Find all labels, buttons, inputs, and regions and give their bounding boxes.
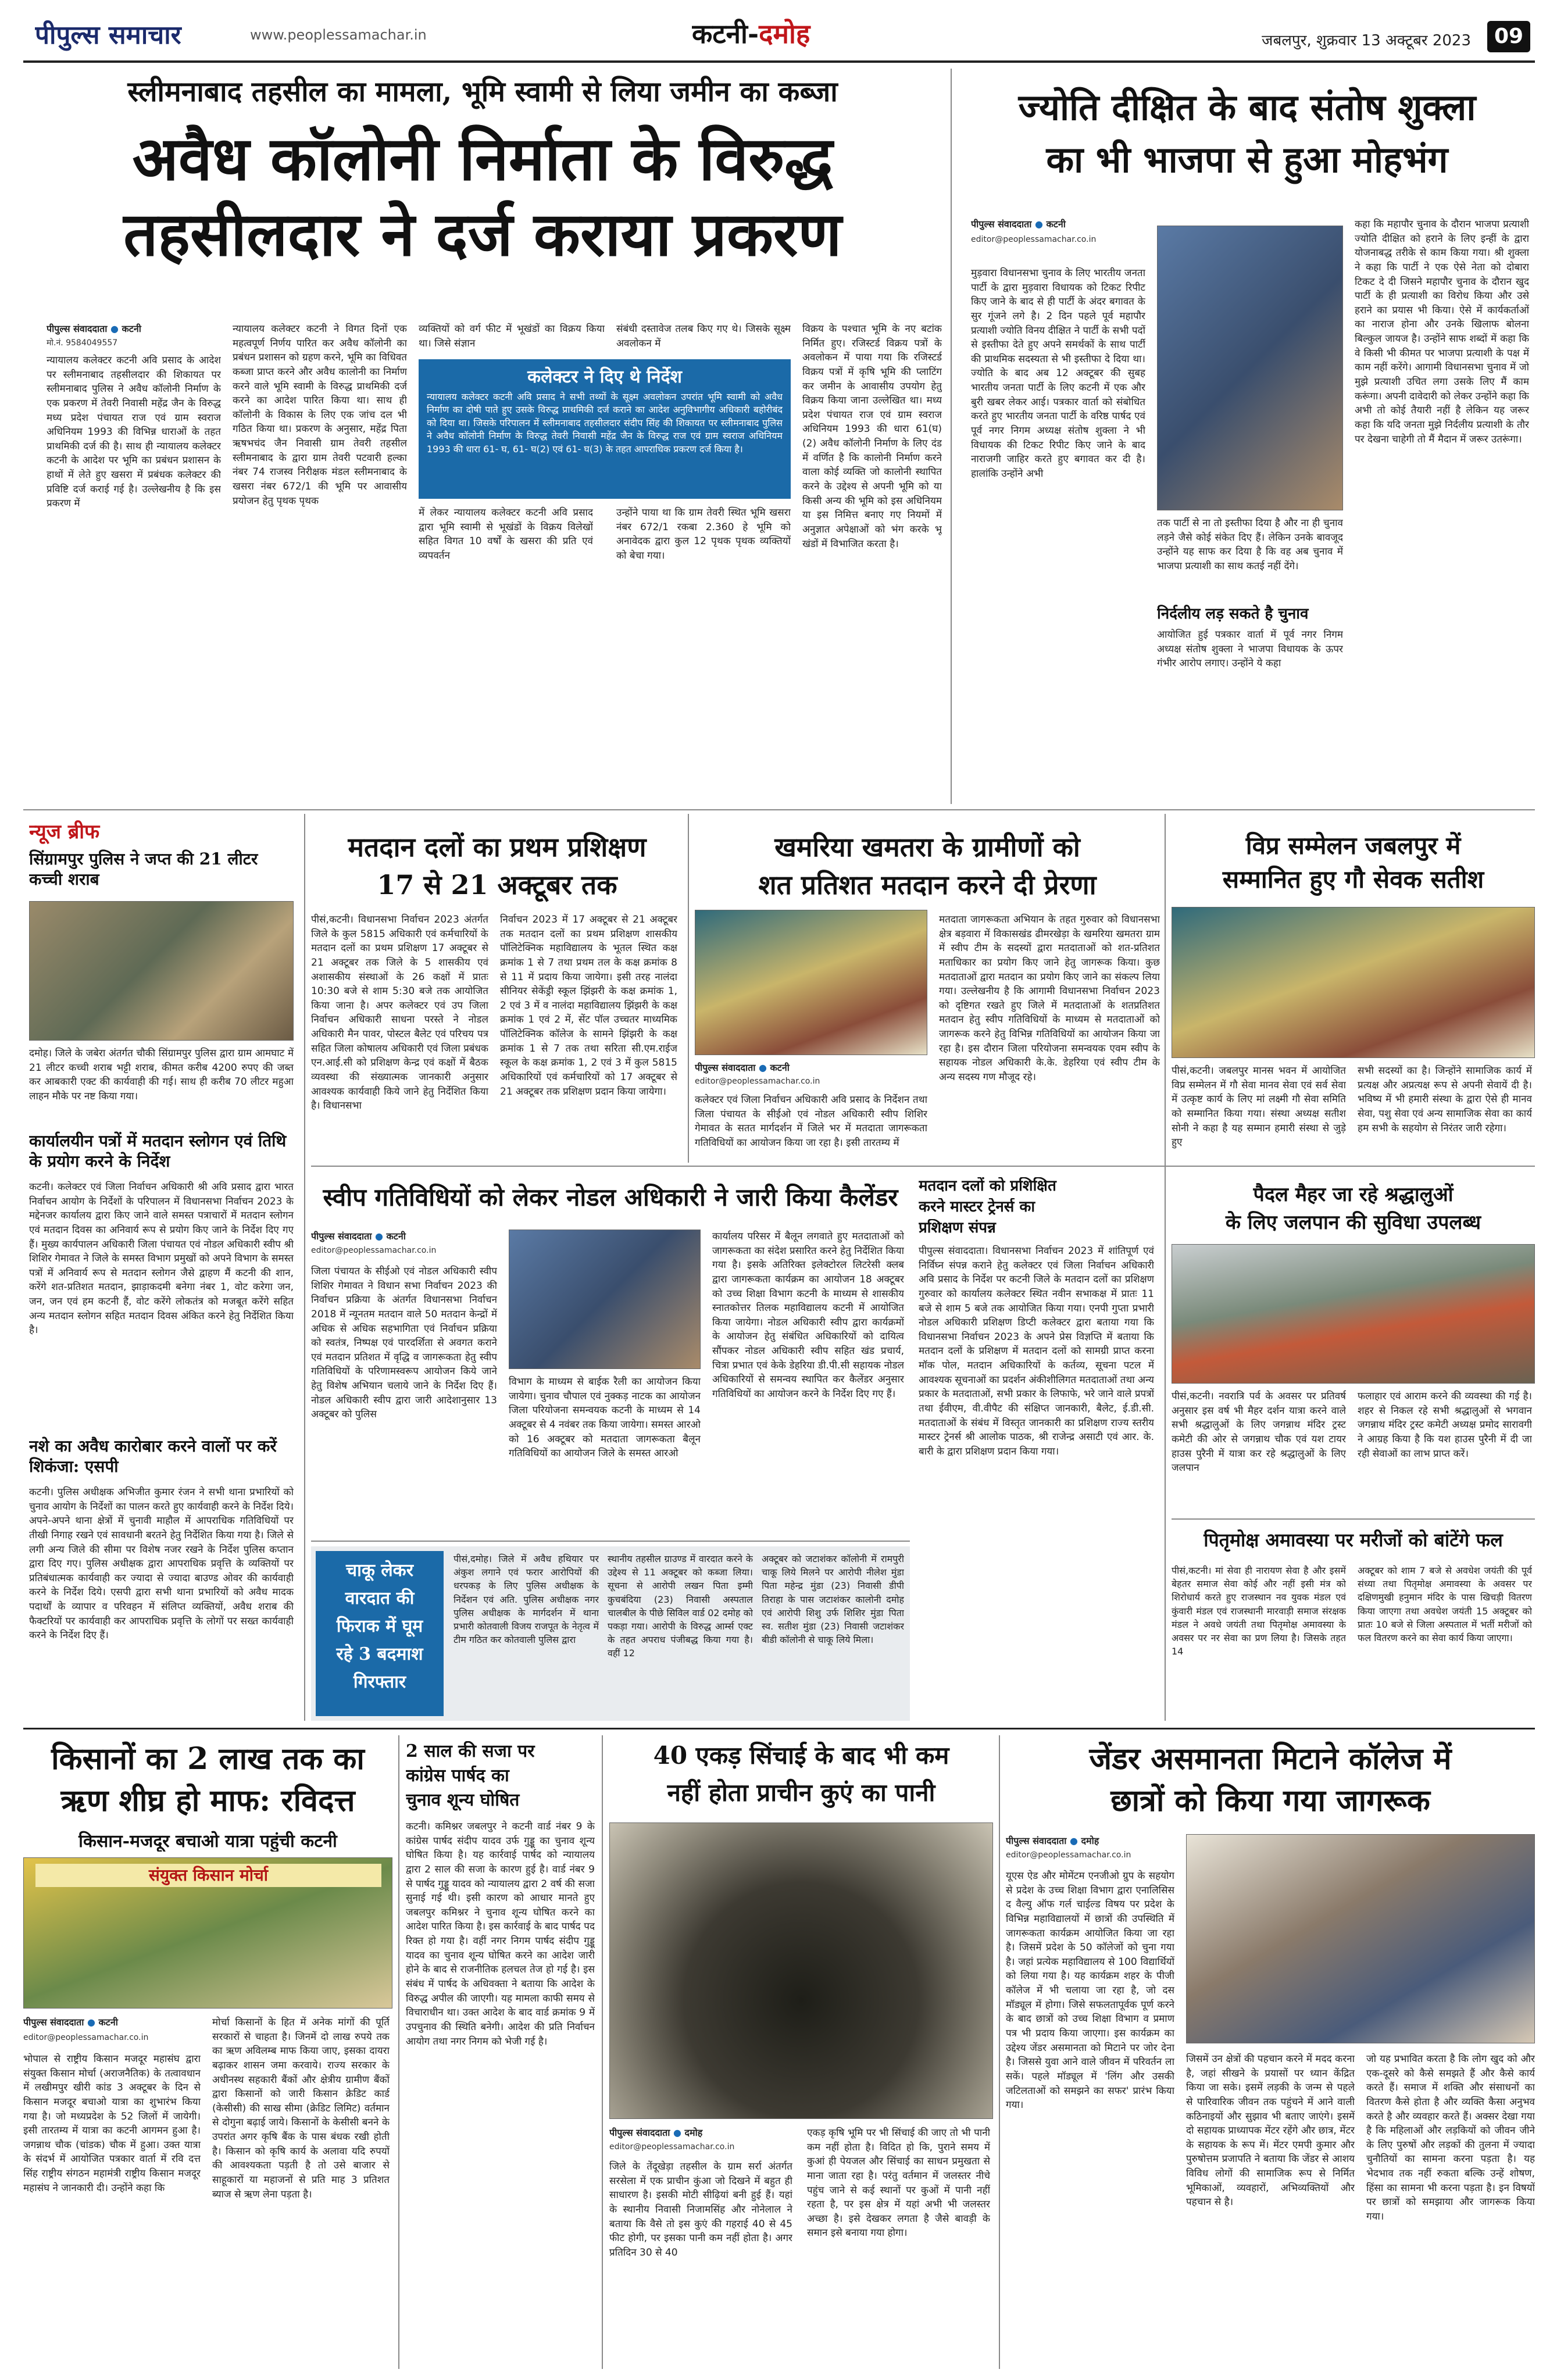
master-text: पीपुल्स संवाददाता। विधानसभा निर्वाचन 2023 में शांतिपूर्ण एवं निर्विघ्न संपन्न कराने हेतु कलेक्टर एवं जिला निर्वाचन अधिकारी अवि प्रसाद के निर्देश पर कटनी जिले के मतदान दलों का प्रशिक्षण गुरुवार को कार्यालय कलेक्टर स्थित नवीन सभाकक्ष में प्रातः 11 बजे से शाम 5 बजे तक आयोजित किया गया। एनपी गुप्ता प्रभारी नोडल अधिकारी प्रशिक्षण डिप्टी कलेक्टर द्वारा बताया गया कि विधानसभा निर्वाचन 2023 के अपने प्रेस विज्ञप्ति में बताया कि मतदान दलों के प्रशिक्षण में मतदान दलों को सामग्री प्राप्त करना मॉक पोल, मतदान अधिकारियों के कर्तव्य, सूचना पटल में आवश्यक सूचनाओं का प्रदर्शन अंकीशीलिगत मतदाताओं तथा अन्य प्रकार के मतदाताओं, सभी प्रकार के लिफाफे, भरे जाने वाले प्रपत्रों तथा ईवीएम, वी.वीपैट की संक्षिप्त जानकारी, बैलेट, ई.डी.सी. मतदाताओं के संबंध में विस्तृत जानकारी का प्रशिक्षण राज्य स्तरीय मास्टर ट्रेनर्स श्री आलोक पाठक, श्री राजेन्द्र असाटी एवं आर. के. बारी के द्वारा प्रशिक्षण प्रदान किया गया। — [919, 1245, 1154, 1457]
news-brief — [23, 814, 299, 1721]
chaku-story — [311, 1546, 910, 1721]
row-divider-3 — [23, 1728, 1535, 1729]
website-url[interactable]: www.peoplessamachar.in — [250, 27, 427, 43]
lead-col-4: संबंधी दस्तावेज तलब किए गए थे। जिसके सूक्ष्म अवलोकन में — [616, 323, 791, 349]
row-divider-1 — [23, 809, 1535, 810]
khamaria-byline-place: कटनी — [770, 1062, 790, 1073]
sweep-col-2: विभाग के माध्यम से बाईक रैली का आयोजन किया जायेगा। चुनाव चौपाल एवं नुक्कड़ नाटक का आयोजन जिला परियोजना समन्वयक कटनी के माध्यम से 14 अक्टूबर से 4 नवंबर तक किया जायेगा। समस्त आरओ को 16 अक्टूबर को मतदाता जागरूकता बैलून गतिविधियों का आयोजन जिले के समस्त आरओ — [509, 1376, 701, 1460]
khamaria-divider — [1165, 814, 1166, 1721]
lead-col-3: व्यक्तियों को वर्ग फीट में भूखंडों का विक्रय किया था। जिसे संज्ञान — [419, 323, 605, 349]
gender-headline-2: छात्रों को किया गया जागरूक — [1110, 1783, 1430, 1818]
issue-date: जबलपुर, शुक्रवार 13 अक्टूबर 2023 — [1262, 32, 1471, 49]
collector-box-text: न्यायालय कलेक्टर कटनी अवि प्रसाद ने सभी तथ्यों के सूक्ष्म अवलोकन उपरांत भूमि स्वामी को अवैध निर्माण का दोषी पाते हुए उसके विरुद्ध प्राथमिकी दर्ज कराने का आदेश अनुविभागीय अधिकारी बहोरीबंद को दिया था। जिसके परिपालन में स्लीमनाबाद तहसीलदार संदीप सिंह की शिकायत पर स्लीमनाबाद पुलिस ने अवैध कॉलोनी निर्माण के विरुद्ध तेवरी निवासी महेंद्र जैन के विरुद्ध राज एवं ग्राम स्वराज अधिनियम 1993 की धारा 61- घ, 61- घ(2) एवं 61- घ(3) के तहत आपराधिक प्रकरण दर्ज किया है। — [427, 391, 783, 455]
vipra-story — [1172, 814, 1535, 1163]
kisan-col-2: मोर्चा किसानों के हित में अनेक मांगों की पूर्ति सरकारों से चाहता है। जिनमें दो लाख रुपये तक का ऋण अविलम्ब माफ किया जाए, इसका दायरा बढ़ाकर शासन जमा करवाये। राज्य सरकार के अधीनस्थ सहकारी बैंकों और क्षेत्रीय ग्रामीण बैंकों द्वारा किसानों को जारी किसान क्रेडिट कार्ड (केसीसी) की साख सीमा (क्रेडिट लिमिट) वर्तमान से दोगुना बढ़ाई जाये। किसानों के केसीसी बनने के उपरांत अगर कृषि बैंक के पास बंधक रखी होती है। किसान को कृषि कार्य के अलावा यदि रुपयों की आवश्यकता पड़ती है तो उसे बाजार से साहूकारों या महाजनों से प्रति माह 3 प्रतिशत ब्याज से ऋण लेना पड़ता है। — [212, 2017, 390, 2200]
chaku-line-3: फिराक में घूम — [336, 1616, 423, 1636]
pitru-col-2: अक्टूबर को शाम 7 बजे से अवधेश जयंती की पूर्व संध्या तथा पितृमोक्ष अमावस्या के अवसर पर दक्षिणमुखी हनुमान मंदिर के पास खिचड़ी वितरण किया जाएगा तथा अवधेश जयंती 15 अक्टूबर को प्रातः 10 बजे से जिला अस्पताल में भर्ती मरीजों को फल वितरण करने का सेवा कार्य किया जाएगा। — [1358, 1565, 1532, 1643]
training-headline-1: मतदान दलों का प्रथम प्रशिक्षण — [348, 831, 647, 863]
training-col-2: निर्वाचन 2023 में 17 अक्टूबर से 21 अक्टूबर तक मतदान दलों का प्रथम प्रशिक्षण शासकीय पॉलिटेक्निक महाविद्यालय के भूतल स्थित कक्ष क्रमांक 1 से 7 तथा प्रथम तल के कक्ष क्रमांक 8 से 11 में प्रदाय किया जायेगा। इसी तरह नालंदा सीनियर सेकेंड्री स्कूल झिंझरी के कक्ष क्रमांक 1, 2 एवं 3 में व नालंदा महाविद्यालय झिंझरी के कक्ष क्रमांक 1 एवं 2 में, सेंट पॉल उच्चतर माध्यमिक पॉलिटेक्निक कॉलेज के सामने झिंझरी के कक्ष क्रमांक 1 से 7 तक तथा सरिता सी.एम.राईज स्कूल के कक्ष क्रमांक 1, 2 एवं 3 में कुल 5815 अधिकारियों एवं कर्मचारियों को 17 अक्टूबर से 21 अक्टूबर तक प्रशिक्षण प्रदान किया जायेगा। — [500, 914, 677, 1098]
brief-3-text: कटनी। पुलिस अधीक्षक अभिजीत कुमार रंजन ने सभी थाना प्रभारियों को चुनाव आयोग के निर्देशों का पालन करते हुए कार्यवाही करने के निर्देश दिये। अपने-अपने थाना क्षेत्रों में चुनावी माहौल में आपराधिक गतिविधियों पर तीखी निगाह रखने एवं सावधानी बरतने हेतु निर्देशित किया गया है। जिले से लगी अन्य जिले की सीमा पर विशेष नजर रखने के निर्देश पुलिस कप्तान द्वारा दिए गए। पुलिस अधीक्षक द्वारा आपराधिक प्रवृत्ति के व्यक्तियों पर प्रतिबंधात्मक कार्यवाही कर ज्यादा से ज्यादा बाउण्ड ओवर की कार्यवाही करने के निर्देश दिये। एसपी द्वारा सभी थाना प्रभारियों को अवैध मादक पदार्थों के व्यापार व परिवहन में संलिप्त व्यक्तियों, अवैध शराब की फैक्टरियों पर कार्यवाही कर आपराधिक प्रवृत्ति के लोगों पर सख्त कार्यवाही करने के निर्देश दिए हैं। — [29, 1486, 294, 1642]
brief-2-headline: कार्यालयीन पत्रों में मतदान स्लोगन एवं तिथि के प्रयोग करने के निर्देश — [29, 1131, 287, 1171]
pitru-col-1: पीसं,कटनी। मां सेवा ही नारायण सेवा है और इसमें बेहतर समाज सेवा कोई और नहीं इसी मंत्र को शिरोधार्य करते हुए राजस्थान नव युवक मंडल एवं कुंवारी मंडल एवं राजस्थानी मारवाड़ी समाज संरक्षक मंडल ने अवधे जयंती तथा पितृमोक्ष अमावस्या के अवसर पर नर सेवा का प्रण लिया है। जिसके तहत 14 — [1172, 1565, 1346, 1657]
gender-byline: पीपुल्स संवाददाता ● दमोह — [1006, 1835, 1099, 1846]
well-divider — [999, 1735, 1000, 2369]
section-damoh: दमोह — [759, 18, 810, 49]
kisan-email: editor@peoplessamachar.co.in — [23, 2033, 149, 2042]
lead-kicker: स्लीमनाबाद तहसील का मामला, भूमि स्वामी से लिया जमीन का कब्जा — [127, 76, 838, 108]
lead-divider — [951, 69, 952, 804]
well-email: editor@peoplessamachar.co.in — [609, 2142, 735, 2152]
vipra-col-1: पीसं,कटनी। जबलपुर मानस भवन में आयोजित विप्र सम्मेलन में गौ सेवा मानव सेवा एवं सर्व सेवा में उत्कृष्ट कार्य के लिए मां लक्ष्मी गौ सेवा समिति को सम्मानित किया गया। संस्था अध्यक्ष सतीश सोनी ने कहा है यह सम्मान हमारी संस्था से जुड़े हुए — [1172, 1065, 1346, 1149]
khamaria-col-1: कलेक्टर एवं जिला निर्वाचन अधिकारी अवि प्रसाद के निर्देशन तथा जिला पंचायत के सीईओ एवं नोडल अधिकारी स्वीप शिशिर गेमावत के सतत मार्गदर्शन में जिले भर में मतदाता जागरूकता गतिविधियों का आयोजन किया जा रहा है। इसी तारतम्य में — [695, 1094, 927, 1149]
congress-headline-1: 2 साल की सजा पर — [406, 1741, 535, 1761]
lead-mobile: मो.नं. 9584049557 — [47, 338, 118, 348]
gender-story — [1006, 1735, 1535, 2375]
well-story — [609, 1735, 993, 2375]
lead-col-2: न्यायालय कलेक्टर कटनी ने विगत दिनों एक महत्वपूर्ण निर्णय पारित कर अवैध कॉलोनी का प्रबंधन प्रशासन को ग्रहण करने, भूमि का विधिवत कब्जा प्राप्त करने और अवैध कालोनी का निर्माण करने वाले भूमि स्वामी के विरुद्ध प्राथमिकी दर्ज करने का आदेश पारित किया था। साथ ही कॉलोनी के विकास के लिए एक जांच दल भी गठित किया था। प्रकरण के अनुसार, महेंद्र पिता ऋषभचंद जैन निवासी ग्राम तेवरी तहसील स्लीमनाबाद के द्वारा ग्राम तेवरी पटवारी हल्का नंबर 74 राजस्व निरीक्षक मंडल स्लीमनाबाद के खसरा नंबर 672/1 की भूमि पर आवासीय प्रयोजन हेतु पृथक पृथक — [233, 323, 407, 507]
well-byline: पीपुल्स संवाददाता ● दमोह — [609, 2127, 703, 2138]
header-rule — [23, 60, 1535, 63]
well-col-1: जिले के तेंदूखेड़ा तहसील के ग्राम सर्रा अंतर्गत सरसेला में एक प्राचीन कुंआ जो दिखने में बहुत ही साधारण है। इसकी मोटी सीढ़ियां बनी हुई हैं। यहां के स्थानीय निवासी निजामसिंह और नोनेलाल ने बताया कि वैसे तो इस कुएं की गहराई 40 से 45 फीट होगी, पर इसका पानी कम नहीं होता है। अगर प्रतिदिन 30 से 40 — [609, 2161, 792, 2259]
sweep-byline: पीपुल्स संवाददाता ● कटनी — [311, 1231, 406, 1242]
vipra-col-2: सभी सदस्यों का है। जिन्होंने सामाजिक कार्य में प्रत्यक्ष और अप्रत्यक्ष रूप से अपनी सेवायें दी है। भविष्य में भी हमारी संस्था के द्वारा ऐसे ही मानव सेवा, पशु सेवा एवं अन्य सामाजिक सेवा का कार्य हम सभी के सहयोग से निरंतर जारी रहेगा। — [1358, 1065, 1532, 1134]
well-headline-2: नहीं होता प्राचीन कुएं का पानी — [667, 1778, 935, 1807]
well-col-2: एकड़ कृषि भूमि पर भी सिंचाई की जाए तो भी पानी कम नहीं होता है। विदित हो कि, पुराने समय में कुआं ही पेयजल और सिंचाई का साधन प्रमुखता से माना जाता रहा है। परंतु वर्तमान में जलस्तर नीचे पहुंच जाने से कई स्थानों पर कुओं में पानी नहीं रहता है, पर इस क्षेत्र में यहां अभी भी जलस्तर अच्छा है। इसे देखकर लगता है जैसे बावड़ी के समान इसे बनाया गया होगा। — [807, 2127, 990, 2239]
training-story — [311, 814, 683, 1163]
kisan-divider — [398, 1735, 399, 2369]
master-trainer-story — [919, 1171, 1160, 1721]
kisan-story — [23, 1735, 392, 2375]
jyoti-col-4: कहा कि महापौर चुनाव के दौरान भाजपा प्रत्याशी ज्योति दीक्षित को हराने के लिए इन्हीं के द्वारा योजनाबद्ध तरीके से काम किया गया। श्री शुक्ला ने कहा कि पार्टी ने एक ऐसे नेता को दोबारा टिकट दे दी जिसने महापौर चुनाव के दौरान खुद पार्टी के ही प्रत्याशी का विरोध किया और उसे हराने का प्रयास भी किया। ऐसे में कार्यकर्ताओं का नाराज होना और उनके खिलाफ बोलना बिल्कुल जायज है। उन्होंने साफ शब्दों में कहा कि वे किसी भी कीमत पर भाजपा प्रत्याशी के पक्ष में काम नहीं करेंगे। आगामी विधानसभा चुनाव में जो मुझे प्रत्याशी उचित लगा उसके लिए मैं काम करूंगा। अपनी दावेदारी को लेकर उन्होंने कहा कि अभी तो कोई तैयारी नहीं है लेकिन यह जरूर कहा कि यदि जनता मुझे निर्दलीय प्रत्याशी के तौर पर देखना चाहेगी तो मैं मैदान में जरूर उतरूंगा। — [1355, 219, 1529, 445]
lead-col-1: न्यायालय कलेक्टर कटनी अवि प्रसाद के आदेश पर स्लीमनाबाद तहसीलदार की शिकायत पर स्लीमनाबाद पुलिस ने अवैध कॉलोनी निर्माण के एक प्रकरण में तेवरी निवासी महेंद्र जैन के विरुद्ध मध्य प्रदेश पंचायत राज एवं ग्राम स्वराज अधिनियम 1993 की विभिन्न धाराओं के तहत प्राथमिकी दर्ज की है। साथ ही न्यायालय कलेक्टर कटनी के आदेश पर भूमि का प्रबंधन प्रशासन के हाथों में लेते हुए खसरा में प्रबंधक कलेक्टर की प्रविष्टि दर्ज कराई गई है। उल्लेखनीय है कि इस प्रकरण में — [47, 355, 221, 510]
gender-email: editor@peoplessamachar.co.in — [1006, 1850, 1131, 1860]
chaku-line-4: रहे 3 बदमाश — [336, 1644, 423, 1664]
jyoti-subhead: निर्दलीय लड़ सकते है चुनाव — [1157, 605, 1309, 623]
chaku-col-3: अक्टूबर को जटाशंकर कॉलोनी में रामपुरी चाकू लिये मिलने पर आरोपी नीलेश मुंडा पिता महेन्द्र मुंडा (23) निवासी डीपी तिराहा के पास जटाशंकर कालोनी दमोह एवं आरोपी शिशु उर्फ शिशिर मुंडा पिता स्व. सतीश मुंडा (23) निवासी जटाशंकर बीडी कॉलोनी से चाकू लिये मिला। — [762, 1553, 904, 1646]
khamaria-awareness-photo — [695, 910, 927, 1055]
row-divider-2 — [311, 1166, 1535, 1167]
lead-byline-name: पीपुल्स संवाददाता — [47, 323, 108, 334]
masthead — [23, 10, 1535, 58]
yatra-headline-1: पैदल मैहर जा रहे श्रद्धालुओं — [1253, 1183, 1454, 1206]
chaku-col-1: पीसं,दमोह। जिले में अवैध हथियार पर अंकुश लगाने एवं फरार आरोपियों की धरपकड़ के लिए पुलिस अधीक्षक के निर्देशन एवं अति. पुलिस अधीक्षक नगर पुलिस अधीक्षक के मार्गदर्शन में थाना प्रभारी कोतवाली विजय राजपूत के नेतृत्व में टीम गठित कर कोतवाली पुलिस द्वारा — [453, 1553, 599, 1646]
gender-headline-1: जेंडर असमानता मिटाने कॉलेज में — [1089, 1741, 1452, 1777]
police-seizure-photo — [29, 901, 294, 1041]
lead-col-5: विक्रय के पश्चात भूमि के नए बटांक निर्मित हुए। रजिस्टर्ड विक्रय पत्रों के अवलोकन में पाया गया कि रजिस्टर्ड विक्रय पत्रों में कृषि भूमि की प्लाटिंग कर जमीन के आवासीय उपयोग हेतु विक्रय किया जाना उल्लेखित था। मध्य प्रदेश पंचायत राज एवं ग्राम स्वराज अधिनियम 1993 की धारा 61(घ) (2) अवैध कॉलोनी निर्माण के लिए दंड में वर्णित है कि कालोनी निर्माण करने वाला कोई व्यक्ति जो कालोनी स्थापित करने के उद्देश्य से अपनी भूमि को या किसी अन्य की भूमि को इस अधिनियम या इस निमित्त बनाए गए नियमों में अनुज्ञात अपेक्षाओं को भंग करके भू खंडों में विभाजित करता है। — [802, 323, 942, 550]
congress-headline-2: कांग्रेस पार्षद का — [406, 1766, 509, 1786]
jyoti-col-3: आयोजित हुई पत्रकार वार्ता में पूर्व नगर निगम अध्यक्ष संतोष शुक्ला ने भाजपा विधायक के ऊपर गंभीर आरोप लगाए। उन्होंने ये कहा — [1157, 629, 1343, 670]
kisan-yatra-photo — [23, 1857, 392, 2009]
lead-byline-place: कटनी — [122, 323, 141, 334]
kisan-byline-name: पीपुल्स संवाददाता — [23, 2017, 84, 2028]
jyoti-headline-1: ज्योति दीक्षित के बाद संतोष शुक्ला — [1018, 86, 1476, 128]
well-byline-place: दमोह — [684, 2127, 703, 2138]
yatra-col-2: फलाहार एवं आराम करने की व्यवस्था की गई है। शहर से निकल रहे सभी श्रद्धालुओं से भगवान जगन्नाथ मंदिर ट्रस्ट कमेटी अध्यक्ष प्रमोद सारावगी ने आग्रह किया है कि यश हाउस पुरैनी में दी जा रही सेवाओं का लाभ प्राप्त करें। — [1358, 1391, 1532, 1460]
training-headline-2: 17 से 21 अक्टूबर तक — [377, 869, 617, 900]
gender-byline-name: पीपुल्स संवाददाता — [1006, 1835, 1067, 1846]
khamaria-col-2: मतदाता जागरूकता अभियान के तहत गुरुवार को विधानसभा क्षेत्र बड़वारा में विकासखंड ढीमरखेड़ा के खमरिया खमतरा ग्राम में स्वीप टीम के सदस्यों द्वारा मतदाताओं को शत-प्रतिशत मताधिकार का प्रयोग किए जाने हेतु जागरूक किया। कुछ मतदाताओं द्वारा मतदान का प्रयोग किए जाने का संकल्प लिया गया। उल्लेखनीय है कि आगामी विधानसभा निर्वाचन 2023 को दृष्टिगत रखते हुए जिले में मतदाताओं के शतप्रतिशत मतदान हेतु स्वीप गतिविधियों के माध्यम से मतदाताओं को जागरूक करने हेतु विभिन्न गतिविधियों का आयोजन किया जा रहा है। इस दौरान जिला परियोजना समन्वयक एवम स्वीप के सहायक नोडल अधिकारी के.के. डेहरिया एवं स्वीप टीम के अन्य सदस्य गण मौजूद रहे। — [939, 914, 1160, 1084]
jyoti-col-2: तक पार्टी से ना तो इस्तीफा दिया है और ना ही चुनाव लड़ने जैसे कोई संकेत दिए हैं। लेकिन उनके बावजूद उन्होंने यह साफ कर दिया है कि वह अब चुनाव में भाजपा प्रत्याशी का साथ कतई नहीं देंगे। — [1157, 517, 1343, 572]
chaku-line-2: वारदात की — [345, 1588, 415, 1609]
sweep-col-1: जिला पंचायत के सीईओ एवं नोडल अधिकारी स्वीप शिशिर गेमावत ने विधान सभा निर्वाचन 2023 की निर्वाचन प्रक्रिया के अंतर्गत विधानसभा निर्वाचन 2018 में न्यूनतम मतदान वाले 50 मतदान केन्द्रों में अधिक से अधिक सहभागिता एवं निर्वाचन प्रक्रिया को स्वतंत्र, निष्पक्ष एवं पारदर्शिता से अवगत कराने एवं मतदान प्रतिशत में वृद्धि व जागरूकता हेतु स्वीप गतिविधियों के परिणामस्वरूप आयोजन किये जाने हेतु विशेष अभियान चलाये जाने के निर्देश दिए हैं। नोडल अधिकारी स्वीप द्वारा जारी आदेशानुसार 13 अक्टूबर को पुलिस — [311, 1266, 497, 1421]
yatra-col-1: पीसं,कटनी। नवरात्रि पर्व के अवसर पर प्रतिवर्ष अनुसार इस वर्ष भी मैहर दर्शन यात्रा करने वाले सभी श्रद्धालुओं के लिए जगन्नाथ मंदिर ट्रस्ट कमेटी की ओर से जगन्नाथ चौक एवं यश टायर हाउस पुरैनी में यात्रा कर रहे श्रद्धालुओं के लिए जलपान — [1172, 1391, 1346, 1474]
chaku-col-2: स्थानीय तहसील ग्राउण्ड में वारदात करने के उद्देश्य से 11 अक्टूबर को कब्जा लिया। सूचना से आरोपी लखन पिता इम्मी कुचबंदिया (23) निवासी अस्पताल चालबील के पीछे सिविल वार्ड 02 दमोह को पकड़ा गया। आरोपी के विरुद्ध आर्म्स एक्ट के तहत अपराध पंजीबद्ध किया गया है। वहीं 12 — [608, 1553, 753, 1659]
lead-headline-1: अवैध कॉलोनी निर्माता के विरुद्ध — [132, 123, 833, 194]
lead-col-6: में लेकर न्यायालय कलेक्टर कटनी अवि प्रसाद द्वारा भूमि स्वामी से भूखंडों के विक्रय विलेखों सहित विगत 10 वर्षों के खसरा की प्रति एवं व्यपवर्तन — [419, 507, 593, 562]
sweep-story — [311, 1171, 910, 1538]
chaku-rule — [311, 1541, 910, 1542]
well-headline-1: 40 एकड़ सिंचाई के बाद भी कम — [653, 1741, 949, 1770]
jyoti-col-1: मुड़वारा विधानसभा चुनाव के लिए भारतीय जनता पार्टी के द्वारा मुड़वारा विधायक को टिकट रिपीट किए जाने के बाद से ही पार्टी के अंदर बगावत के सुर गूंजने लगे है। 2 दिन पहले पूर्व महापौर प्रत्याशी ज्योति विनय दीक्षित ने पार्टी के सभी पदों से इस्तीफा देते हुए अपने समर्थकों के साथ पार्टी की प्राथमिक सदस्यता से भी इस्तीफा दे दिया था। ज्योति के बाद अब 12 अक्टूबर की सुबह भारतीय जनता पार्टी के लिए कटनी में एक और बुरी खबर लेकर आई। पत्रकार वार्ता को संबोधित करते हुए भारतीय जनता पार्टी के वरिष्ठ पार्षद एवं पूर्व नगर निगम अध्यक्ष संतोष शुक्ला ने भी विधायक की टिकट रिपीट किए जाने के बाद नाराजगी जाहिर करते हुए बगावत कर दी है। हालांकि उन्होंने अभी — [971, 267, 1145, 480]
jyoti-email: editor@peoplessamachar.co.in — [971, 235, 1097, 244]
collector-directive-box — [419, 359, 791, 499]
khamaria-email: editor@peoplessamachar.co.in — [695, 1077, 820, 1086]
yatra-story — [1172, 1171, 1535, 1514]
ancient-well-photo — [609, 1822, 993, 2119]
lead-headline-2: तहसीलदार ने दर्ज कराया प्रकरण — [123, 198, 842, 270]
brief-1-headline: सिंग्रामपुर पुलिस ने जप्त की 21 लीटर कच्ची शराब — [29, 849, 258, 889]
collector-box-title: कलेक्टर ने दिए थे निर्देश — [527, 367, 682, 387]
kisan-col-1: भोपाल से राष्ट्रीय किसान मजदूर महासंघ द्वारा संयुक्त किसान मोर्चा (अराजनैतिक) के तत्वावधान में लखीमपुर खीरी कांड 3 अक्टूबर के दिन से किसान मजदूर बचाओ यात्रा का शुभारंभ किया गया है। जो मध्यप्रदेश के 52 जिलों में जायेगी। इसी तारतम्य में यात्रा का कटनी आगमन हुआ है। जगन्नाथ चौक (चांडक) चौक में हुआ। उक्त यात्रा के संदर्भ में आयोजित पत्रकार वार्ता में रवि दत्त सिंह राष्ट्रीय संगठन महामंत्री राष्ट्रीय किसान मजदूर महासंघ ने जानकारी दी। उन्होंने कहा कि — [23, 2053, 201, 2194]
brief-3-headline: नशे का अवैध कारोबार करने वालों पर करें शिकंजा: एसपी — [29, 1436, 277, 1476]
yatra-headline-2: के लिए जलपान की सुविधा उपलब्ध — [1225, 1211, 1481, 1234]
khamaria-headline-2: शत प्रतिशत मतदान करने दी प्रेरणा — [758, 869, 1097, 900]
training-divider — [688, 814, 689, 1163]
college-classroom-photo — [1186, 1834, 1535, 2043]
vipra-headline-2: सम्मानित हुए गौ सेवक सतीश — [1222, 865, 1484, 894]
vipra-felicitation-photo — [1172, 907, 1535, 1058]
gender-col-3: जो यह प्रभावित करता है कि लोग खुद को और एक-दूसरे को कैसे समझते हैं और कैसे कार्य करते हैं। समाज में शक्ति और संसाधनों का वितरण कैसे होता है और व्यक्ति कैसा अनुभव करते है और व्यवहार करते हैं। अक्सर देखा गया है कि महिलाओं और लड़कियों को जीवन जीने के लिए पुरुषों और लड़कों की तुलना में ज्यादा चुनौतियों का सामना करना पड़ता है। यह भेदभाव तक नहीं रुकता बल्कि उन्हें शोषण, हिंसा का सामना भी करना पड़ता है। इन विषयों पर छात्रों को समझाया और जागरूक किया गया। — [1366, 2053, 1535, 2223]
page-number: 09 — [1487, 21, 1530, 52]
kisan-headline-1: किसानों का 2 लाख तक का — [51, 1741, 365, 1777]
vipra-headline-1: विप्र सम्मेलन जबलपुर में — [1245, 831, 1461, 860]
chaku-line-1: चाकू लेकर — [346, 1560, 413, 1581]
master-headline-3: प्रशिक्षण संपन्न — [919, 1219, 996, 1237]
pilgrims-refreshment-photo — [1172, 1244, 1535, 1384]
kisan-banner-text: संयुक्त किसान मोर्चा — [35, 1864, 381, 1887]
training-col-1: पीसं,कटनी। विधानसभा निर्वाचन 2023 अंतर्गत जिले के कुल 5815 अधिकारी एवं कर्मचारियों के मतदान दलों का प्रथम प्रशिक्षण 17 अक्टूबर से 21 अक्टूबर तक जिले के 5 शासकीय एवं अशासकीय संस्थाओं के 26 कक्षों में प्रातः 10:30 बजे से शाम 5:30 बजे तक आयोजित किया जाना है। अपर कलेक्टर एवं उप जिला निर्वाचन अधिकारी साधना परस्ते ने नोडल अधिकारी मैन पावर, पोस्टल बैलेट एवं परिचय पत्र सहित जिला कोषालय अधिकारी एवं जिला प्रबंधक एन.आई.सी को प्रशिक्षण केन्द्र एवं कक्षों में बैठक व्यवस्था की संख्यात्मक जानकारी अनुसार आवश्यक कार्यवाही किये जाने हेतु निर्देशित किया है। विधानसभा — [311, 914, 488, 1112]
khamaria-byline: पीपुल्स संवाददाता ● कटनी — [695, 1062, 790, 1073]
chaku-line-5: गिरफ्तार — [353, 1672, 406, 1692]
jyoti-byline-place: कटनी — [1046, 219, 1066, 230]
santosh-shukla-photo — [1157, 226, 1343, 510]
jyoti-story — [959, 69, 1535, 804]
kisan-byline: पीपुल्स संवाददाता ● कटनी — [23, 2017, 118, 2028]
chaku-headline-box — [316, 1551, 444, 1716]
jyoti-byline: पीपुल्स संवाददाता ● कटनी — [971, 219, 1066, 230]
congress-story — [406, 1735, 598, 2375]
khamaria-byline-name: पीपुल्स संवाददाता — [695, 1062, 756, 1073]
section-katni: कटनी- — [692, 18, 759, 49]
lead-byline: पीपुल्स संवाददाता ● कटनी — [47, 323, 141, 334]
brief-1-text: दमोह। जिले के जबेरा अंतर्गत चौकी सिंग्रामपुर पुलिस द्वारा ग्राम आमघाट में 21 लीटर कच्ची शराब भट्टी शराब, कीमत करीब 4200 रुपए की जब्त कर आबकारी एक्ट की कार्यवाही की गई। साथ ही करीब 70 लीटर महुआ लाहन मौके पर नष्ट किया गया। — [29, 1048, 294, 1102]
gender-col-1: यूएस ऐड और मोमेंटम एनजीओ ग्रुप के सहयोग से प्रदेश के उच्च शिक्षा विभाग द्वारा एनालिसिस द वैल्यु ऑफ गर्ल चाईल्ड विषय पर प्रदेश के विभिन्न महाविद्यालयों में छात्रों की उपस्थिति में जागरूकता कार्यक्रम आयोजित किया जा रहा है। जिसमें प्रदेश के 50 कॉलेजों को चुना गया है। जहां प्रत्येक महाविद्यालय से 100 विद्यार्थियों को लिया गया है। यह कार्यक्रम शहर के पीजी कॉलेज में भी चलाया जा रहा है, जो दस मॉड्यूल में होगा। जिसे सफलतापूर्वक पूर्ण करने के बाद छात्रों को उच्च शिक्षा विभाग व प्रमाण पत्र भी प्रदाय किया जाएगा। इस कार्यक्रम का उद्देश्य जेंडर असमानता को मिटाने पर जोर देना है। जिससे युवा आने वाले जीवन में परिवर्तन ला सकें। पहले मॉड्यूल में 'लिंग और उसकी जटिलताओं को समझने का सफर' प्रारंभ किया गया। — [1006, 1870, 1174, 2111]
newspaper-logo: पीपुल्स समाचार — [35, 20, 181, 50]
well-byline-name: पीपुल्स संवाददाता — [609, 2127, 670, 2138]
kisan-subheadline: किसान-मजदूर बचाओ यात्रा पहुंची कटनी — [78, 1831, 337, 1852]
gender-col-2: जिसमें उन क्षेत्रों की पहचान करने में मदद करना है, जहां सीखने के प्रयासों पर ध्यान केंद्रित किया जा सके। इसमें लड़की के जन्म से पहले से पारिवारिक जीवन तक पहुंचने में आने वाली कठिनाइयों और सुझाव भी बताए जाएंगे। इसमें दो सहायक प्राध्यापक मेंटर रहेंगे और छात्र, मेंटर के सहायक के रूप में। मेंटर एमपी कुमार और पुरुषोत्तम प्रजापति ने बताया कि जेंडर से आशय विविध लोगों की सामाजिक रूप से निर्मित भूमिकाओं, व्यवहारों, अभिव्यक्तियों और पहचान से है। — [1186, 2053, 1355, 2209]
khamaria-story — [695, 814, 1160, 1163]
lead-col-7: उन्होंने पाया था कि ग्राम तेवरी स्थित भूमि खसरा नंबर 672/1 रकबा 2.360 हे भूमि को अनावेदक द्वारा कुल 12 पृथक पृथक व्यक्तियों को बेचा गया। — [616, 507, 791, 562]
news-brief-label: न्यूज ब्रीफ — [29, 820, 100, 844]
jyoti-headline-2: का भी भाजपा से हुआ मोहभंग — [1046, 138, 1448, 181]
congress-text: कटनी। कमिश्नर जबलपुर ने कटनी वार्ड नंबर 9 के कांग्रेस पार्षद संदीप यादव उर्फ गुड्डू का चुनाव शून्य घोषित किया है। यह कार्रवाई पार्षद को न्यायालय द्वारा 2 साल की सजा के कारण हुई है। वार्ड नंबर 9 से पार्षद गुड्डू यादव को न्यायालय द्वारा 2 वर्ष की सजा सुनाई गई थी। इसी कारण को आधार मानते हुए जबलपुर कमिश्नर ने चुनाव शून्य घोषित करने का आदेश पारित किया है। इस कार्रवाई के बाद पार्षद पद रिक्त हो गया है। वहीं नगर निगम पार्षद संदीप गुड्डू यादव का चुनाव शून्य घोषित करने का आदेश जारी होने के बाद से राजनीतिक हलचल तेज हो गई है। इस संबंध में पार्षद के अधिवक्ता ने बताया कि आदेश के विरुद्ध अपील की जाएगी। यह मामला काफी समय से विचाराधीन था। उक्त आदेश के बाद वार्ड क्रमांक 9 में उपचुनाव की स्थिति बनेगी। आदेश की प्रति निर्वाचन आयोग तथा नगर निगम को भेजी गई है। — [406, 1821, 595, 2047]
khamaria-headline-1: खमरिया खमतरा के ग्रामीणों को — [774, 831, 1080, 863]
master-headline-1: मतदान दलों को प्रशिक्षित — [919, 1177, 1056, 1195]
sweep-col-3: कार्यालय परिसर में बैलून लगवाते हुए मतदाताओं को जागरूकता का संदेश प्रसारित करने हेतु निर्देशित किया गया है। इसके अतिरिक्त इलेक्टोरल लिटरेसी क्लब द्वारा जागरूकता कार्यक्रम का आयोजन 18 अक्टूबर को उच्च शिक्षा विभाग कटनी के माध्यम से शासकीय स्नातकोत्तर तिलक महाविद्यालय कटनी में आयोजित किया जायेगा। नोडल अधिकारी स्वीप द्वारा कार्यक्रमों के आयोजन हेतु संबंधित अधिकारियों को दायित्व सौंपकर नोडल अधिकारी स्वीप सहित खंड प्रचार्य, चित्रा प्रभात एवं केके डेहरिया डी.पी.सी सहायक नोडल अधिकारियों से समन्वय स्थापित कर कैलेंडर अनुसार गतिविधियों का आयोजन करने के निर्देश दिए गए हैं। — [712, 1231, 904, 1400]
brief-divider — [304, 814, 305, 1721]
kisan-byline-place: कटनी — [98, 2017, 118, 2028]
pitru-rule — [1172, 1518, 1535, 1520]
master-headline-2: करने मास्टर ट्रेनर्स का — [919, 1198, 1035, 1216]
congress-divider — [602, 1735, 603, 2369]
nodal-officer-photo — [509, 1230, 701, 1369]
sweep-byline-place: कटनी — [386, 1231, 406, 1242]
lead-story — [23, 69, 942, 804]
pitru-story — [1172, 1523, 1535, 1721]
sweep-email: editor@peoplessamachar.co.in — [311, 1246, 437, 1255]
kisan-headline-2: ऋण शीघ्र हो माफ: रविदत्त — [60, 1783, 355, 1818]
brief-2-text: कटनी। कलेक्टर एवं जिला निर्वाचन अधिकारी श्री अवि प्रसाद द्वारा भारत निर्वाचन आयोग के निर्देशों के परिपालन में विधानसभा निर्वाचन 2023 के मद्देनजर कार्यालय द्वारा किए जाने वाले समस्त पत्राचारों में मतदान स्लोगन एवं मतदान दिवस का अनिवार्य रूप से प्रयोग किए जाने के निर्देश दिए गए हैं। मुख्य कार्यपालन अधिकारी जिला पंचायत एवं नोडल अधिकारी स्वीप श्री शिशिर गेमावत ने जिले के समस्त विभाग प्रमुखों को अपने विभाग के समस्त पत्रों में अनिवार्य रूप से मतदान स्लोगन जैसे द्वाहण मैं कटनी की शान, करेंगे शत-प्रतिशत मतदान, झाड़ाकदमी बनेगा नंबर 1, वोट करेगा जन, जन, जन एवं हम कटनी हैं, वोट करेंगे लोकतंत्र को मजबूत करेंगे सहित अन्य मतदान स्लोगन सहित मतदान दिवस अंकित करने हेतु निर्देशित किया है। — [29, 1181, 294, 1336]
sweep-headline: स्वीप गतिविधियों को लेकर नोडल अधिकारी ने जारी किया कैलेंडर — [323, 1183, 898, 1212]
jyoti-byline-name: पीपुल्स संवाददाता — [971, 219, 1032, 230]
gender-byline-place: दमोह — [1081, 1835, 1099, 1846]
section-title — [692, 15, 936, 52]
sweep-byline-name: पीपुल्स संवाददाता — [311, 1231, 372, 1242]
congress-headline-3: चुनाव शून्य घोषित — [406, 1790, 520, 1810]
pitru-headline: पितृमोक्ष अमावस्या पर मरीजों को बांटेंगे फल — [1204, 1529, 1503, 1551]
